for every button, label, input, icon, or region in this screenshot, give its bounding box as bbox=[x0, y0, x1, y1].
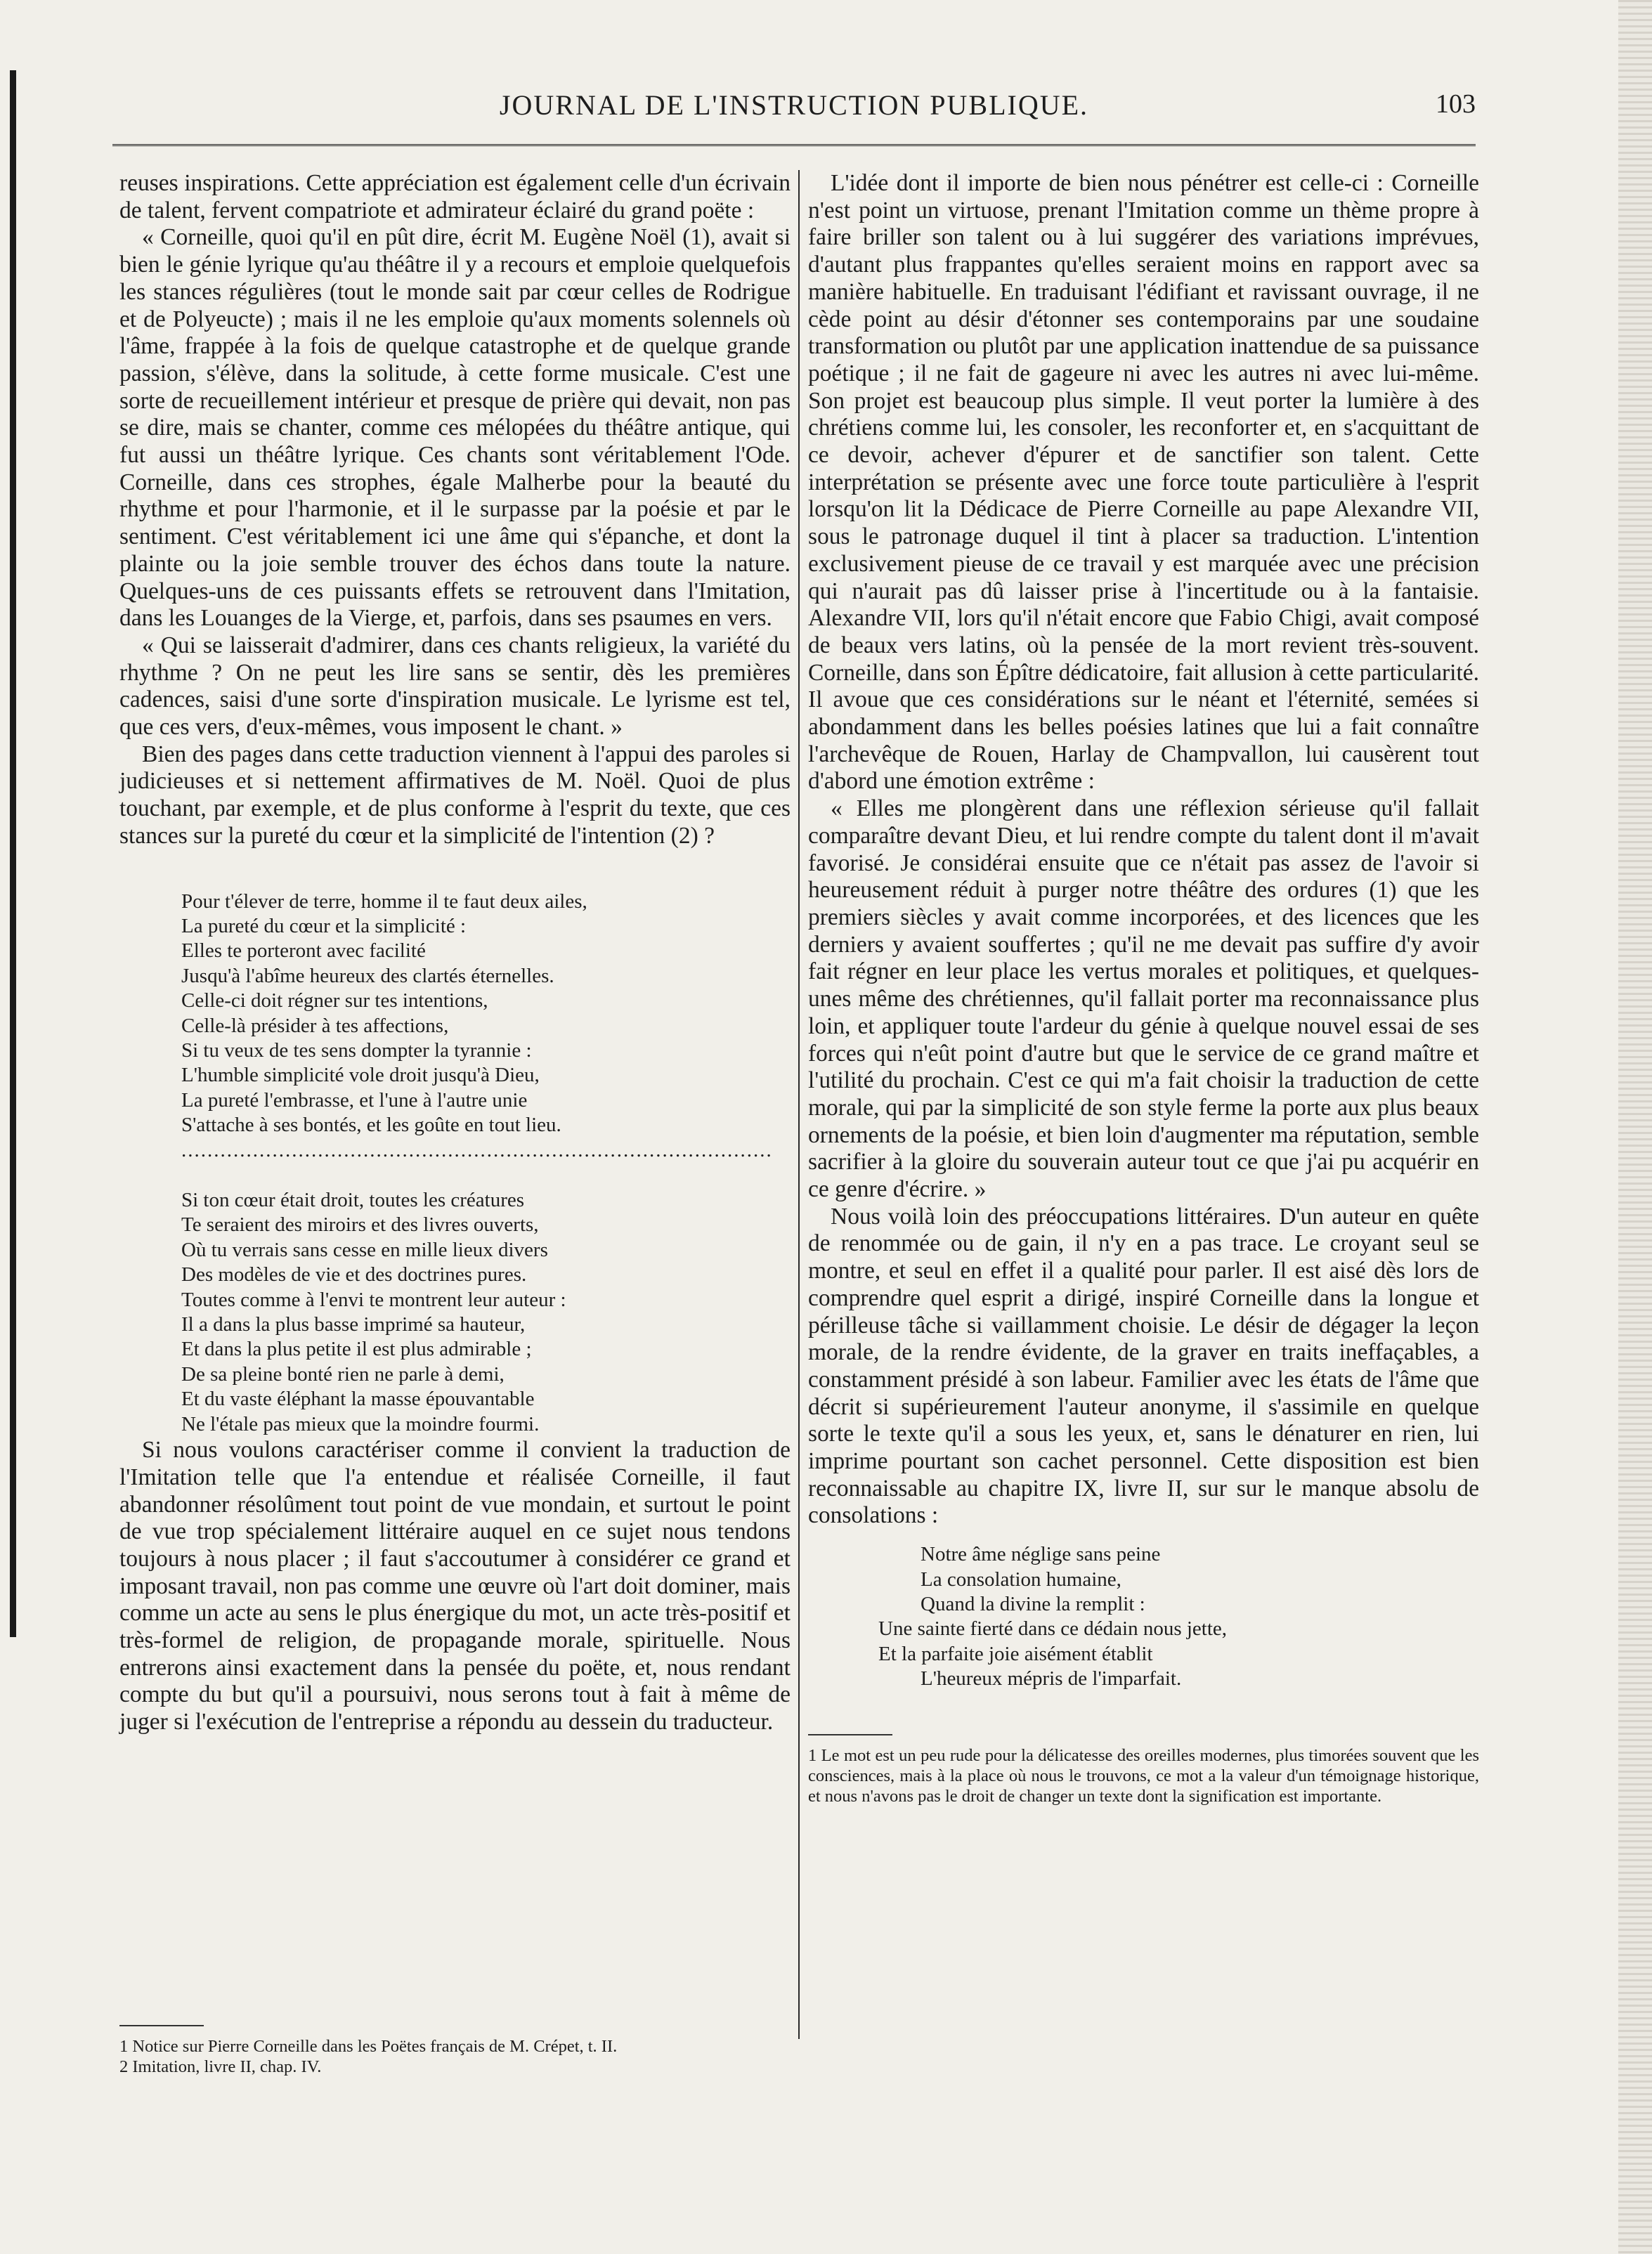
right-column bbox=[808, 170, 1479, 1806]
verse-line: Te seraient des miroirs et des livres ouverts, bbox=[181, 1213, 539, 1237]
verse-line: Toutes comme à l'envi te montrent leur auteur : bbox=[181, 1288, 566, 1311]
verse-line: Elles te porteront avec facilité bbox=[181, 939, 426, 963]
verse-stanza-1 bbox=[181, 890, 791, 1438]
left-paragraph-5: Si nous voulons caractériser comme il convient la traduction de l'Imitation telle que l'a entendue et réalisée Corneille, il faut abandonner résolûment tout point de vue mondain, et surtout le point de vue trop spécialement littéraire auquel en ce sujet nous tendons toujours à nous placer ; il faut s'accoutumer à considérer ce grand et imposant travail, non pas comme une œuvre où l'art doit dominer, mais comme un acte au sens le plus énergique du mot, un acte très-positif et très-formel de religion, de propagande morale, spirituelle. Nous entrerons ainsi exactement dans la pensée du poëte, et, nous rendant compte du but qu'il a poursuivi, nous serons tout à fait à même de juger si l'exécution de l'entreprise a répondu au dessein du traducteur. bbox=[119, 1437, 791, 1735]
right-paragraph-3: Nous voilà loin des préoccupations littéraires. D'un auteur en quête de renommée ou de gain, il n'y en a pas trace. Le croyant seul se montre, et seul en effet il a qualité pour parler. Il est aisé dès lors de comprendre quel esprit a dirigé, inspiré Corneille dans la longue et périlleuse tâche si vaillamment choisie. Le désir de dégager la leçon morale, de la rendre évidente, de la graver en traits ineffaçables, a constamment présidé à son labeur. Familier avec les états de l'âme que décrit si supérieurement l'auteur anonyme, il s'assimile en quelque sorte le texte qu'il a sous les yeux, et, sans le dénaturer en rien, lui imprime pourtant son cachet personnel. Cette disposition est bien reconnaissable au chapitre IX, livre II, sur sur le manque absolu de consolations : bbox=[808, 1203, 1479, 1529]
verse-line: Notre âme néglige sans peine bbox=[921, 1543, 1161, 1566]
verse-line: Celle-là présider à tes affections, bbox=[181, 1014, 449, 1037]
verse-line: Si tu veux de tes sens dompter la tyrannie : bbox=[181, 1039, 532, 1062]
verse-line: Il a dans la plus basse imprimé sa hauteur, bbox=[181, 1313, 526, 1336]
verse-line: S'attache à ses bontés, et les goûte en tout lieu. bbox=[181, 1114, 561, 1137]
verse-line: Celle-ci doit régner sur tes intentions, bbox=[181, 989, 488, 1012]
verse-line: Une sainte fierté dans ce dédain nous jette, bbox=[878, 1617, 1228, 1641]
verse-line: Pour t'élever de terre, homme il te faut deux ailes, bbox=[181, 890, 587, 913]
verse-stanza-3 bbox=[878, 1542, 1479, 1691]
verse-line: L'humble simplicité vole droit jusqu'à Dieu, bbox=[181, 1064, 540, 1087]
verse-line: Si ton cœur était droit, toutes les créatures bbox=[181, 1189, 525, 1212]
verse-line: De sa pleine bonté rien ne parle à demi, bbox=[181, 1362, 505, 1386]
left-footnotes bbox=[119, 2025, 791, 2077]
verse-line: Quand la divine la remplit : bbox=[921, 1592, 1145, 1615]
left-paragraph-2: « Corneille, quoi qu'il en pût dire, écrit M. Eugène Noël (1), avait si bien le génie lyrique qu'au théâtre il y a recours et emploie quelquefois les stances régulières (tout le monde sait par cœur celles de Rodrigue et de Polyeucte) ; mais il ne les emploie qu'aux moments solennels où l'âme, frappée à la fois de quelque catastrophe et de quelque grande passion, s'élève, dans la solitude, à cette forme musicale. C'est une sorte de recueillement intérieur et presque de prière qui devait, non pas se dire, mais se chanter, comme ces mélopées du théâtre antique, qui fut aussi un théâtre lyrique. Ces chants sont véritablement l'Ode. Corneille, dans ces strophes, égale Malherbe pour la beauté du rhythme et pour l'harmonie, et il le surpasse par la poésie et par le sentiment. C'est véritablement ici une âme qui s'épanche, et dont la plainte ou la joie semble trouver des échos dans toute la nature. Quelques-uns de ces puissants effets se retrouvent dans l'Imitation, dans les Louanges de la Vierge, et, parfois, dans ses psaumes en vers. bbox=[119, 224, 791, 632]
verse-line: Et du vaste éléphant la masse épouvantable bbox=[181, 1388, 535, 1411]
footnote-rule bbox=[119, 2025, 204, 2026]
footnote-right-1: 1 Le mot est un peu rude pour la délicatesse des oreilles modernes, plus timorées souvent que les consciences, mais à la place où nous le trouvons, ce mot a la valeur d'un témoignage historique, et nous n'avons pas le droit de changer un texte dont la signification est importante. bbox=[808, 1745, 1479, 1806]
left-paragraph-1: reuses inspirations. Cette appréciation est également celle d'un écrivain de talent, fervent compatriote et admirateur éclairé du grand poëte : bbox=[119, 170, 791, 223]
page-binding-edge bbox=[10, 70, 16, 1637]
verse-line: La consolation humaine, bbox=[921, 1568, 1121, 1591]
ellipsis-line: ........................................................................................... bbox=[181, 1138, 773, 1161]
verse-line: Et la parfaite joie aisément établit bbox=[878, 1642, 1153, 1665]
left-paragraph-4: Bien des pages dans cette traduction viennent à l'appui des paroles si judicieuses et si nettement affirmatives de M. Noël. Quoi de plus touchant, par exemple, et de plus conforme à l'esprit du texte, que ces stances sur la pureté du cœur et la simplicité de l'intention (2) ? bbox=[119, 741, 791, 849]
footnote-rule bbox=[808, 1734, 892, 1735]
verse-line: Des modèles de vie et des doctrines pures. bbox=[181, 1263, 527, 1286]
page-number: 103 bbox=[1436, 89, 1476, 119]
verse-line: Où tu verrais sans cesse en mille lieux divers bbox=[181, 1238, 548, 1261]
verse-line: Jusqu'à l'abîme heureux des clartés éternelles. bbox=[181, 964, 554, 987]
left-paragraph-3: « Qui se laisserait d'admirer, dans ces chants religieux, la variété du rhythme ? On ne peut les lire sans se sentir, dès les premières cadences, saisi d'une sorte d'inspiration musicale. Le lyrisme est tel, que ces vers, d'eux-mêmes, vous imposent le chant. » bbox=[119, 632, 791, 741]
right-paragraph-2: « Elles me plongèrent dans une réflexion sérieuse qu'il fallait comparaître devant Dieu, et lui rendre compte du talent dont il m'avait favorisé. Je considérai ensuite que ce n'était pas assez de l'avoir si heureusement réduit à purger notre théâtre des ordures (1) que les premiers siècles y avait comme incorporées, et des licences que les derniers y avaient souffertes ; qu'il ne me devait pas suffire d'y avoir fait régner en leur place les vertus morales et politiques, et quelques-unes même des chrétiennes, qu'il fallait porter ma reconnaissance plus loin, et appliquer toute l'ardeur du génie à quelque nouvel essai de ses forces qui n'eût point d'autre but que le service de ce grand maître et l'utilité du prochain. C'est ce qui m'a fait choisir la traduction de cette morale, qui par la simplicité de son style ferme la porte aux plus beaux ornements de la poésie, et bien loin d'augmenter ma réputation, semble sacrifier à la gloire du souverain auteur tout ce que j'ai pu acquérir en ce genre d'écrire. » bbox=[808, 795, 1479, 1203]
running-title: JOURNAL DE L'INSTRUCTION PUBLIQUE. bbox=[499, 89, 1089, 121]
page-scan-edge bbox=[1618, 0, 1652, 2254]
right-paragraph-1: L'idée dont il importe de bien nous pénétrer est celle-ci : Corneille n'est point un virtuose, prenant l'Imitation comme un thème propre à faire briller son talent ou à lui suggérer des variations imprévues, d'autant plus frappantes qu'elles seraient moins en rapport avec sa manière habituelle. En traduisant l'édifiant et ravissant ouvrage, il ne cède point au désir d'étonner ses contemporains par une soudaine transformation ou plutôt par une application inattendue de sa puissance poétique ; il ne fait de gageure ni avec les autres ni avec lui-même. Son projet est beaucoup plus simple. Il veut porter la lumière à des chrétiens comme lui, les consoler, les reconforter et, en s'acquittant de ce devoir, achever d'épurer et de sanctifier son talent. Cette interprétation se présente avec une force toute particulière à l'esprit lorsqu'on lit la Dédicace de Pierre Corneille au pape Alexandre VII, sous le patronage duquel il tint à placer sa traduction. L'intention exclusivement pieuse de ce travail y est marquée avec une précision qui n'aurait pas dû laisser prise à l'incertitude ou à la fantaisie. Alexandre VII, lors qu'il n'était encore que Fabio Chigi, avait composé de beaux vers latins, où la pensée de la mort revient très-souvent. Corneille, dans son Épître dédicatoire, fait allusion à cette particularité. Il avoue que ces considérations sur le néant et l'éternité, semées si abondamment dans les belles poésies latines que lui a fait connaître l'archevêque de Rouen, Harlay de Champvallon, lui causèrent tout d'abord une émotion extrême : bbox=[808, 170, 1479, 795]
verse-line: Ne l'étale pas mieux que la moindre fourmi. bbox=[181, 1412, 540, 1435]
verse-line: Et dans la plus petite il est plus admirable ; bbox=[181, 1338, 532, 1361]
page-header bbox=[112, 83, 1476, 125]
verse-line: La pureté du cœur et la simplicité : bbox=[181, 914, 467, 937]
header-rule bbox=[112, 144, 1476, 146]
verse-line: L'heureux mépris de l'imparfait. bbox=[921, 1667, 1182, 1690]
verse-line: La pureté l'embrasse, et l'une à l'autre unie bbox=[181, 1088, 528, 1112]
footnote-1: 1 Notice sur Pierre Corneille dans les Poëtes français de M. Crépet, t. II. bbox=[119, 2037, 618, 2056]
stanza-gap bbox=[181, 1163, 791, 1188]
column-divider bbox=[798, 170, 800, 2039]
left-column bbox=[119, 170, 791, 1736]
footnote-2: 2 Imitation, livre II, chap. IV. bbox=[119, 2057, 322, 2076]
